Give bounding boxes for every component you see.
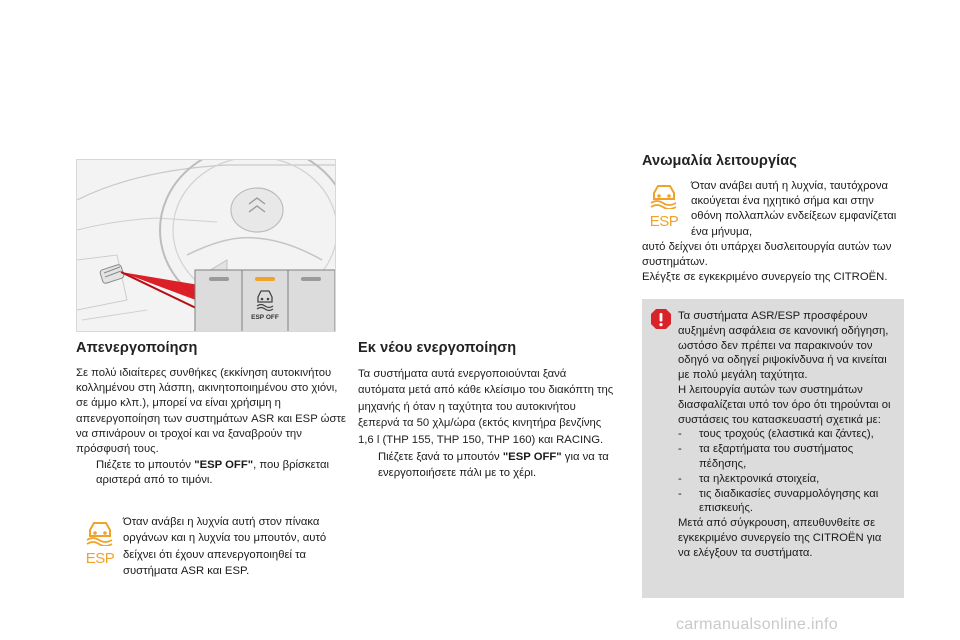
esp-off-button-label: ESP OFF — [251, 314, 279, 321]
list-item: - τις διαδικασίες συναρμολόγησης και επισκευής. — [678, 487, 879, 515]
exclamation-warning-icon — [650, 308, 672, 330]
reactivation-bullet: Πιέζετε ξανά το μπουτόν "ESP OFF" για να τα ενεργοποιήσετε πάλι με το χέρι. — [358, 449, 616, 482]
deactivation-section — [76, 340, 346, 489]
esp-off-button-ref: "ESP OFF" — [194, 459, 254, 472]
malfunction-check-text: Ελέγξτε σε εγκεκριμένο συνεργείο της CITROËN. — [642, 271, 888, 284]
warning-intro: Τα συστήματα ASR/ESP προσφέρουν αυξημένη ασφάλεια σε κανονική οδήγηση, ωστόσο δεν πρέπει να παρακινούν τον οδηγό να οδηγεί ριψοκίνδυνα ή να κινείται με πολύ μεγάλη ταχύτητα. — [678, 310, 889, 382]
esp-warning-lamp-icon — [82, 518, 118, 567]
deactivation-title: Απενεργοποίηση — [76, 340, 198, 356]
esp-off-indicator-text: Όταν ανάβει η λυχνία αυτή στον πίνακα οργάνων και η λυχνία του μπουτόν, αυτό δείχνει ότι έχουν απενεργοποιηθεί τα συστήματα ASR και ESP. — [123, 516, 327, 578]
warning-after-collision: Μετά από σύγκρουση, απευθυνθείτε σε εγκεκριμένο συνεργείο της CITROËN για να ελέγξουν τα συστήματα. — [678, 517, 882, 559]
malfunction-title: Ανωμαλία λειτουργίας — [642, 153, 797, 169]
esp-off-indicator-note — [76, 514, 346, 580]
esp-off-button-ref: "ESP OFF" — [502, 451, 562, 464]
dashboard-illustration — [76, 159, 336, 332]
steering-area-drawing — [77, 160, 336, 332]
esp-lamp-label: ESP — [85, 550, 115, 567]
warning-reliability: Η λειτουργία αυτών των συστημάτων διασφαλίζεται υπό τον όρο ότι τηρούνται οι συστάσεις του κατασκευαστή σχετικά με: — [678, 383, 891, 426]
malfunction-section — [642, 153, 904, 285]
deactivation-bullet: Πιέζετε το μπουτόν "ESP OFF", που βρίσκεται αριστερά από το τιμόνι. — [76, 458, 346, 488]
malfunction-text-first: Όταν ανάβει αυτή η λυχνία, ταυτόχρονα ακούγεται ένα ηχητικό σήμα και στην οθόνη πολλαπλών ενδείξεων εμφανίζεται ένα μήνυμα, — [691, 180, 897, 238]
reactivation-title: Εκ νέου ενεργοποίηση — [358, 340, 517, 356]
malfunction-text-rest: αυτό δείχνει ότι υπάρχει δυσλειτουργία αυτών των συστημάτων. — [642, 240, 892, 269]
list-item: - τους τροχούς (ελαστικά και ζάντες), — [678, 428, 874, 441]
pointer-hand-icon — [76, 458, 96, 488]
reactivation-paragraph: Τα συστήματα αυτά ενεργοποιούνται ξανά αυτόματα μετά από κάθε κλείσιμο του διακόπτη της μηχανής ή όταν η ταχύτητα του αυτοκινήτου ξεπερνά τα 50 χλμ/ώρα (εκτός κινητήρα βενζίνης 1,6 l (THP 155, THP 150, THP 160) και RACING. — [358, 368, 614, 446]
list-item: - τα εξαρτήματα του συστήματος πέδησης, — [678, 443, 854, 470]
warning-box — [642, 299, 904, 598]
esp-lamp-label: ESP — [649, 213, 679, 230]
watermark: carmanualsonline.info — [676, 616, 838, 633]
deactivation-paragraph: Σε πολύ ιδιαίτερες συνθήκες (εκκίνηση αυτοκινήτου κολλημένου στη λάσπη, ακινητοποιημένου στο χιόνι, σε άμμο κλπ.), μπορεί να είναι χρήσιμη η απενεργοποίηση των συστημάτων ASR και ESP ώστε να σπινάρουν οι τροχοί και να ξαναβρούν την πρόσφυσή τους. — [76, 367, 346, 456]
pointer-hand-icon — [358, 449, 378, 482]
reactivation-section — [358, 340, 616, 482]
esp-malfunction-lamp-icon — [646, 181, 682, 230]
list-item: - τα ηλεκτρονικά στοιχεία, — [678, 472, 820, 485]
